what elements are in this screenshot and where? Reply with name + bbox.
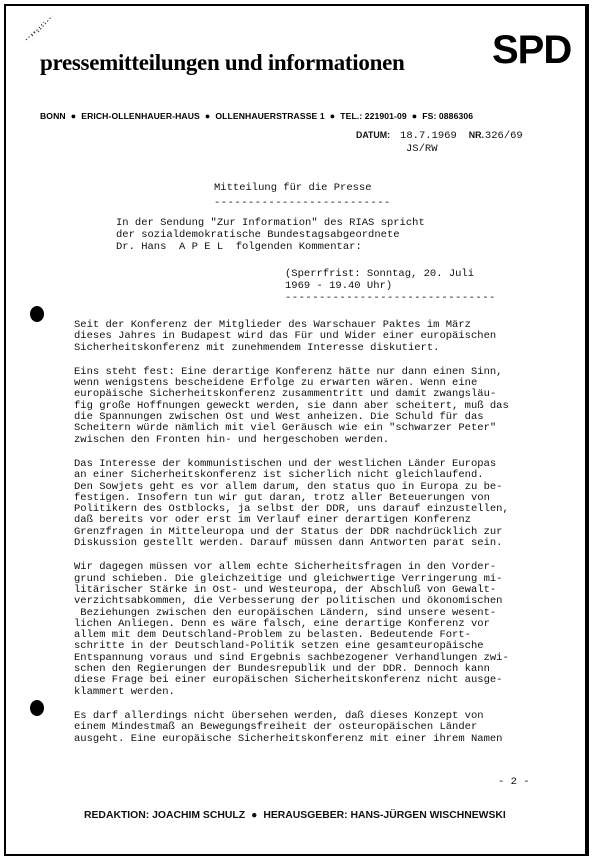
letterhead-footer <box>84 810 506 821</box>
address-phone: TEL.: 221901-09 <box>340 111 407 121</box>
intro-paragraph: In der Sendung "Zur Information" des RIAS spricht der sozialdemokratische Bundestagsabgeordnete Dr. Hans A P E L folgenden Kommentar: <box>116 217 425 253</box>
date-value: 18.7.1969 <box>400 130 457 142</box>
embargo-note: (Sperrfrist: Sonntag, 20. Juli 1969 - 19.40 Uhr) <box>285 268 475 292</box>
spd-logo: SPD <box>492 28 572 72</box>
number-label: NR. <box>468 130 484 140</box>
meta-line-1 <box>356 129 523 143</box>
number-value: 326/69 <box>484 130 523 142</box>
bullet-icon: ● <box>411 111 418 121</box>
body-paragraph: Es darf allerdings nicht übersehen werden, daß dieses Konzept von einem Mindestmaß an Bewegungsfreiheit der osteuropäischen Länder ausgeht. Eine europäische Sicherheitskonferenz mit einer ihrem Namen <box>74 709 503 745</box>
address-street: OLLENHAUERSTRASSE 1 <box>215 111 325 121</box>
body-paragraph: Seit der Konferenz der Mitglieder des Warschauer Paktes im März dieses Jahres in Budapest wird das Für und Wider einer europäischen Sicherheitskonferenz mit zunehmendem Interesse diskutiert. <box>74 319 497 354</box>
letterhead-title: pressemitteilungen und informationen <box>40 50 405 75</box>
bullet-icon: ● <box>70 111 77 121</box>
footer-editor: REDAKTION: JOACHIM SCHULZ <box>84 810 246 821</box>
document-meta <box>356 129 523 156</box>
body-paragraph: Das Interesse der kommunistischen und der westlichen Länder Europas an einer Sicherheitskonferenz ist sicherlich nicht gleichlaufend. Den Sowjets geht es vor allem darum, den status quo in Europa zu be- festigen. Insofern tun wir gut daran, trotz aller Beteuerungen von Politikern des Ostblocks, ja selbst der DDR, uns darauf einzustellen, daß bereits vor oder erst im Verlauf einer derartigen Konferenz Grenzfragen in Mitteleuropa und der Status der DDR nachdrücklich zur Diskussion gestellt werden. Darauf müssen dann Antworten parat sein. <box>74 457 509 550</box>
letterhead-address <box>40 111 580 121</box>
embargo-underline: ------------------------------- <box>285 292 496 304</box>
bullet-icon: ● <box>204 111 211 121</box>
initials: JS/RW <box>406 143 438 155</box>
bullet-icon: ● <box>251 810 258 821</box>
page-number: - 2 - <box>498 776 530 788</box>
address-telex: FS: 0886306 <box>422 111 474 121</box>
address-city: BONN <box>40 111 66 121</box>
press-release-heading: Mitteilung für die Presse <box>214 182 372 194</box>
body-paragraph: Eins steht fest: Eine derartige Konferenz hätte nur dann einen Sinn, wenn wenigstens bescheidene Erfolge zu erwarten wären. Wenn eine europäische Sicherheitskonferenz zusammentritt und damit zwangsläu- fig große Hoffnungen geweckt werden, sie dann aber scheitert, muß das die Spannungen zwischen Ost und West anheizen. Die Schuld für das Scheitern würde nämlich mit viel Geräusch wie ein "schwarzer Peter" zwischen den Fronten hin- und hergeschoben werden. <box>74 365 509 446</box>
footer-publisher: HERAUSGEBER: HANS-JÜRGEN WISCHNEWSKI <box>263 810 506 821</box>
body-paragraph: Wir dagegen müssen vor allem echte Sicherheitsfragen in den Vorder- grund schieben. Die gleichzeitige und gleichwertige Verringerung mi- litärischer Stärke in Ost- und Westeuropa, der Abschluß von Gewalt- verzichtsabkommen, die Verbesserung der politischen und ökonomischen Beziehungen zwischen den europäischen Ländern, sind unsere wesent- lichen Anliegen. Denn es wäre falsch, eine derartige Konferenz vor allem mit dem Deutschland-Problem zu belasten. Bedeutende Fort- schritte in der Deutschland-Politik setzen eine gesamteuropäische Entspannung voraus und sind Ergebnis sachbezogener Verhandlungen zwi- schen den Regierungen der Bundesrepublik und der DDR. Dennoch kann diese Frage bei einer europäischen Sicherheitskonferenz nicht ausge- klammert werden. <box>74 561 509 698</box>
handwritten-mark <box>22 10 56 44</box>
heading-underline: -------------------------- <box>214 197 391 209</box>
punch-hole <box>30 700 44 716</box>
address-building: ERICH-OLLENHAUER-HAUS <box>81 111 200 121</box>
punch-hole <box>30 306 44 322</box>
commentary-body <box>74 320 574 758</box>
date-label: DATUM: <box>356 130 391 140</box>
bullet-icon: ● <box>329 111 336 121</box>
